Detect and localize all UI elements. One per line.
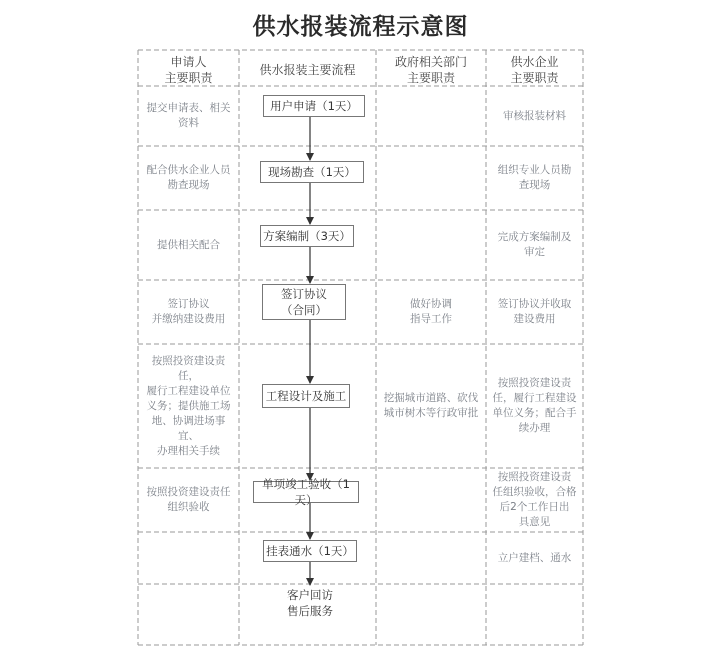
government-duty: [380, 86, 482, 146]
enterprise-duty: 签订协议并收取 建设费用: [497, 298, 572, 325]
applicant-duty: 按照投资建设责 任， 履行工程建设单位 义务；提供施工场 地、协调进场事宜、 办理相关手续: [146, 354, 231, 457]
applicant-duty: 配合供水企业人员 勘查现场: [146, 164, 231, 191]
enterprise-duty: [490, 584, 579, 645]
enterprise-duty: 组织专业人员勘 查现场: [497, 164, 572, 191]
applicant-duty: 签订协议 并缴纳建设费用: [151, 298, 226, 325]
enterprise-duty: 按照投资建设责 任，履行工程建设 单位义务；配合手 续办理: [492, 377, 577, 434]
process-step: 挂表通水（1天）: [263, 540, 357, 562]
enterprise-duty: 审核报装材料: [503, 109, 566, 122]
process-step: 用户申请（1天）: [263, 95, 365, 117]
applicant-duty: [142, 532, 235, 584]
government-duty: [380, 146, 482, 210]
applicant-duty: 按照投资建设责任 组织验收: [146, 486, 231, 513]
process-step: 现场勘查（1天）: [260, 161, 364, 183]
process-step: 签订协议 （合同）: [262, 284, 346, 320]
header-enterprise: 供水企业 主要职责: [510, 55, 559, 85]
government-duty: 挖掘城市道路、砍伐 城市树木等行政审批: [383, 392, 479, 419]
process-step: 客户回访 售后服务: [287, 588, 333, 618]
header-process: 供水报装主要流程: [259, 63, 356, 77]
government-duty: [380, 468, 482, 532]
process-step: 方案编制（3天）: [260, 225, 354, 247]
enterprise-duty: 按照投资建设责 任组织验收，合格 后2个工作日出 具意见: [492, 471, 577, 528]
applicant-duty: 提交申请表、相关 资料: [146, 102, 231, 129]
process-step: 工程设计及施工: [262, 384, 350, 408]
header-government: 政府相关部门 主要职责: [394, 55, 467, 85]
government-duty: 做好协调 指导工作: [410, 298, 452, 325]
government-duty: [380, 532, 482, 584]
government-duty: [380, 210, 482, 280]
header-applicant: 申请人 主要职责: [164, 55, 213, 85]
diagram-title: 供水报装流程示意图: [252, 13, 469, 40]
government-duty: [380, 584, 482, 645]
applicant-duty: [142, 584, 235, 645]
process-step: 单项竣工验收（1天）: [253, 481, 359, 503]
enterprise-duty: 完成方案编制及 审定: [497, 231, 572, 258]
enterprise-duty: 立户建档、通水: [497, 551, 572, 564]
applicant-duty: 提供相关配合: [157, 238, 220, 251]
